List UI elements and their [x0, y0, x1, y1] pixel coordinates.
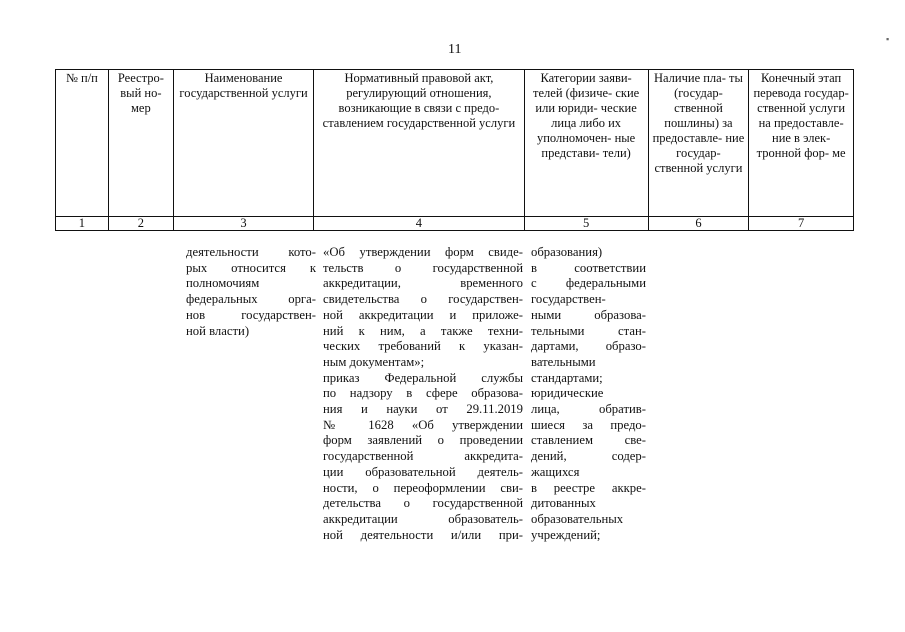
text-line: аккредитации, временного: [323, 276, 523, 291]
text-line: ческих требований к указан-: [323, 339, 523, 354]
col-number-5: 5: [524, 217, 648, 231]
col-number-7: 7: [749, 217, 854, 231]
text-line: дений, содер-: [531, 449, 646, 464]
text-line: аккредитации образователь-: [323, 511, 523, 526]
col-header-7: Конечный этап перевода государ- ственной услуги на предоставле- ние в элек- тронной фор- ме: [749, 70, 854, 217]
text-line: жащихся: [531, 464, 580, 479]
col-header-2: Реестро- вый но- мер: [108, 70, 173, 217]
text-line: детельства о государственной: [323, 496, 523, 511]
text-line: полномочиям: [186, 276, 260, 291]
col-header-5: Категории заяви- телей (физиче- ские или юриди- ческие лица либо их уполномочен- ные представи- тели): [524, 70, 648, 217]
text-line: образовательных: [531, 511, 624, 526]
col-header-4: Нормативный правовой акт, регулирующий отношения, возникающие в связи с предо- ставлением государственной услуги: [314, 70, 524, 217]
text-line: в соответствии: [531, 260, 646, 275]
text-line: ными образова-: [531, 307, 646, 322]
text-line: ний к ним, а также техни-: [323, 323, 523, 338]
text-line: лица, обратив-: [531, 402, 646, 417]
applicant-category-column: [531, 245, 646, 543]
text-line: шиеся за предо-: [531, 417, 646, 432]
text-line: ной власти): [186, 323, 250, 338]
column-number-row: [56, 217, 854, 231]
text-line: тельными стан-: [531, 323, 646, 338]
text-line: ности, о переоформлении сви-: [323, 480, 523, 495]
text-line: свидетельства о государствен-: [323, 292, 523, 307]
text-line: ции образовательной деятель-: [323, 464, 523, 479]
text-line: образования): [531, 245, 603, 259]
text-line: государственной аккредита-: [323, 449, 523, 464]
text-line: вательными: [531, 354, 596, 369]
text-line: ным документам»;: [323, 354, 425, 369]
text-line: дитованных: [531, 496, 596, 511]
text-line: ния и науки от 29.11.2019: [323, 402, 523, 417]
col-number-2: 2: [108, 217, 173, 231]
text-line: государствен-: [531, 292, 606, 307]
text-line: деятельности кото-: [186, 245, 316, 259]
text-line: приказ Федеральной службы: [323, 370, 523, 385]
col-number-1: 1: [56, 217, 109, 231]
text-line: дартами, образо-: [531, 339, 646, 354]
col-number-3: 3: [173, 217, 313, 231]
text-line: с федеральными: [531, 276, 646, 291]
col-header-1: № п/п: [56, 70, 109, 217]
text-line: форм заявлений о проведении: [323, 433, 523, 448]
text-line: тельств о государственной: [323, 260, 523, 275]
text-line: стандартами;: [531, 370, 603, 385]
text-line: рых относится к: [186, 260, 316, 275]
col-number-4: 4: [314, 217, 524, 231]
col-number-6: 6: [648, 217, 749, 231]
services-table-header: [55, 69, 854, 231]
page-number: 11: [448, 42, 462, 57]
text-line: ставлением све-: [531, 433, 646, 448]
col-header-3: Наименование государственной услуги: [173, 70, 313, 217]
service-name-column: [186, 245, 316, 339]
header-row: [56, 70, 854, 217]
text-line: по надзору в сфере образова-: [323, 386, 523, 401]
text-line: в реестре аккре-: [531, 480, 646, 495]
text-line: учреждений;: [531, 527, 601, 542]
text-line: юридические: [531, 386, 604, 401]
text-line: федеральных орга-: [186, 292, 316, 307]
text-line: ной аккредитации и приложе-: [323, 307, 523, 322]
legal-act-column: [323, 245, 523, 543]
text-line: № 1628 «Об утверждении: [323, 417, 523, 432]
text-line: ной деятельности и/или при-: [323, 527, 523, 542]
col-header-6: Наличие пла- ты (государ- ственной пошлины) за предоставле- ние государ- ственной услуги: [648, 70, 749, 217]
scan-speck: ▪: [886, 34, 890, 44]
text-line: нов государствен-: [186, 307, 316, 322]
text-line: «Об утверждении форм свиде-: [323, 245, 523, 259]
